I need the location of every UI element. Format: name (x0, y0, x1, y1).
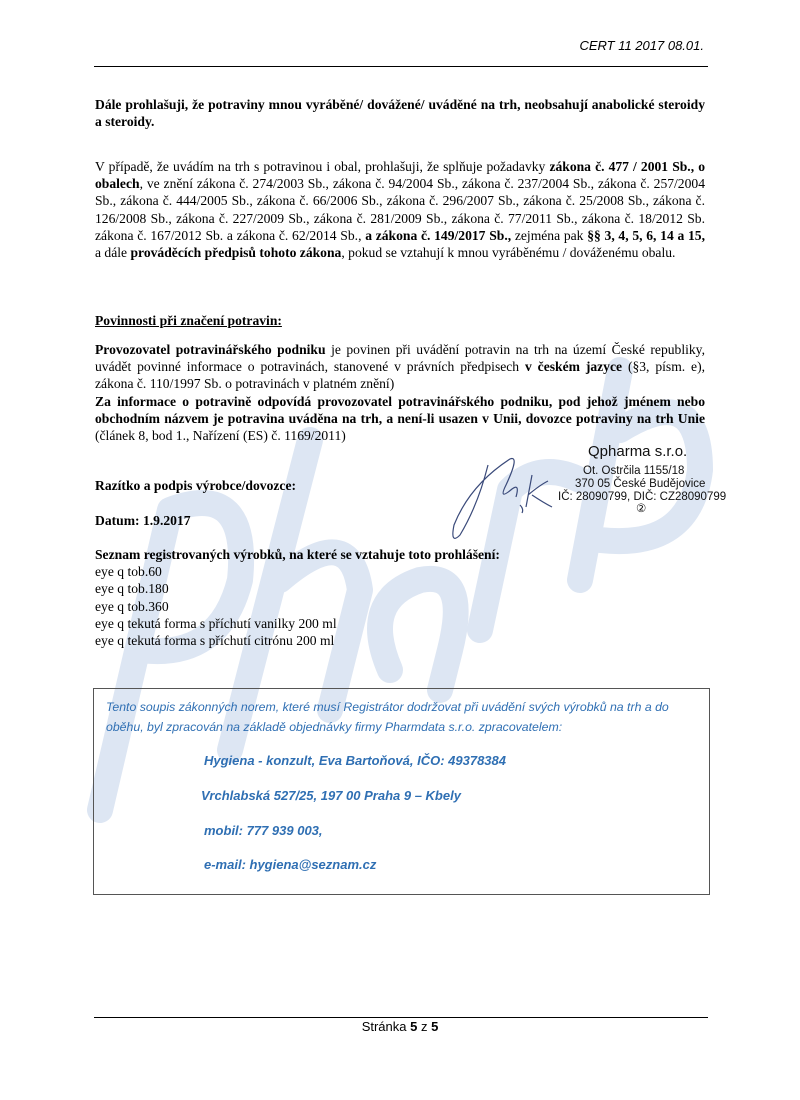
company-stamp (440, 445, 740, 545)
page-number: Stránka 5 z 5 (361, 1019, 439, 1034)
processor-name: Hygiena - konzult, Eva Bartoňová, IČO: 49378384 (204, 753, 506, 768)
stamp-street: Ot. Ostrčila 1155/18 (583, 465, 685, 477)
footer-divider (94, 1017, 708, 1018)
processor-address: Vrchlabská 527/25, 197 00 Praha 9 – Kbely (201, 788, 461, 803)
list-item: eye q tob.180 (95, 581, 169, 597)
document-code: CERT 11 2017 08.01. (579, 38, 704, 53)
stamp-company: Qpharma s.r.o. (588, 443, 688, 460)
signature-label: Razítko a podpis výrobce/dovozce: (95, 478, 297, 493)
list-item: eye q tob.60 (95, 564, 162, 580)
stamp-number: ② (636, 503, 647, 515)
list-item: eye q tekutá forma s příchutí vanilky 200 ml (95, 615, 337, 631)
processor-info-box (93, 688, 710, 895)
stamp-city: 370 05 České Budějovice (575, 478, 706, 490)
header-divider (94, 66, 708, 67)
steroid-statement: Dále prohlašuji, že potraviny mnou vyráběné/ dovážené/ uváděné na trh, neobsahují anabolické steroidy a steroidy. (95, 97, 705, 130)
packaging-statement: V případě, že uvádím na trh s potravinou i obal, prohlašuji, že splňuje požadavky zákona č. 477 / 2001 Sb., o obalech, ve znění zákona č. 274/2003 Sb., zákona č. 94/2004 Sb., zákona č. 237/2004 Sb., zákona č. 257/2004 Sb., zákona č. 444/2005 Sb., zákona č. 66/2006 Sb., zákona č. 296/2007 Sb., zákona č. 25/2008 Sb., zákona č. 126/2008 Sb., zákona č. 227/2009 Sb., zákona č. 281/2009 Sb., zákona č. 77/2011 Sb., zákona č. 18/2012 Sb. zákona č. 167/2012 Sb. a zákona č. 62/2014 Sb., a zákona č. 149/2017 Sb., zejména pak §§ 3, 4, 5, 6, 14 a 15, a dále prováděcích předpisů tohoto zákona, pokud se vztahují k mnou vyráběnému / dováženému obalu. (95, 159, 706, 261)
box-intro: Tento soupis zákonných norem, které musí Registrátor dodržovat při uvádění svých výrobků na trh a do oběhu, byl zpracován na základě objednávky firmy Pharmdata s.r.o. zpracovatelem: (106, 700, 669, 734)
list-item: eye q tob.360 (95, 598, 169, 614)
labeling-heading: Povinnosti při značení potravin: (95, 313, 282, 328)
product-list (95, 546, 705, 649)
stamp-ids: IČ: 28090799, DIČ: CZ28090799 (558, 491, 727, 503)
list-item: eye q tekutá forma s příchutí citrónu 200 ml (95, 633, 335, 649)
processor-email: e-mail: hygiena@seznam.cz (204, 857, 377, 872)
product-list-heading: Seznam registrovaných výrobků, na které se vztahuje toto prohlášení: (95, 547, 500, 562)
processor-mobile: mobil: 777 939 003, (204, 823, 323, 838)
labeling-obligations: Provozovatel potravinářského podniku je povinen při uvádění potravin na trh na území České republiky, uvádět povinné informace o potravinách, stanovené v právních předpisech v českém jazyce (§3, písm. e), zákona č. 110/1997 Sb. o potravinách v platném znění) Za informace o potravině odpovídá provozovatel potravinářského podniku, pod jehož jménem nebo obchodním názvem je potravina uváděna na trh, a není-li usazen v Unii, dovozce potraviny na trh Unie (článek 8, bod 1., Nařízení (ES) č. 1169/2011) (95, 342, 706, 444)
date-label: Datum: 1.9.2017 (95, 513, 191, 528)
